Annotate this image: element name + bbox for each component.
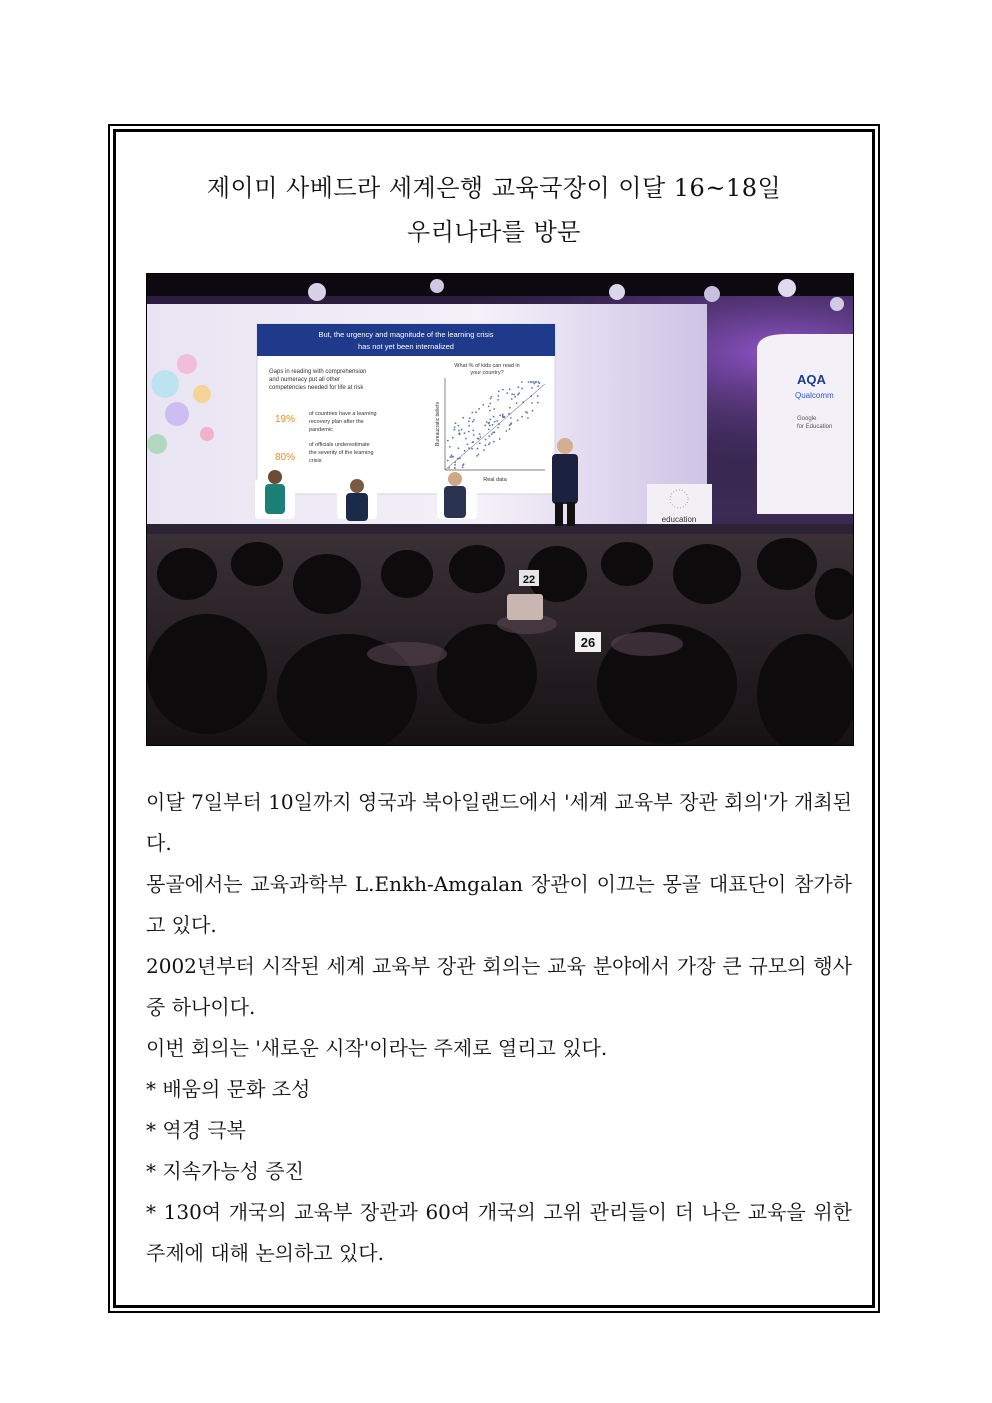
- scatter-dot: [517, 386, 519, 388]
- sponsor-google-edu: for Education: [797, 424, 833, 430]
- bullet-3: * 지속가능성 증진: [146, 1159, 304, 1183]
- scatter-dot: [497, 427, 499, 429]
- scatter-dot: [480, 436, 482, 438]
- scatter-dot: [464, 432, 466, 434]
- scatter-dot: [462, 464, 464, 466]
- scatter-dot: [491, 433, 493, 435]
- scatter-dot: [509, 407, 511, 409]
- slide-heading-1: But, the urgency and magnitude of the learning crisis: [318, 330, 494, 339]
- scatter-dot: [457, 458, 459, 460]
- scatter-dot: [488, 435, 490, 437]
- scatter-dot: [511, 393, 513, 395]
- chart-title-2: your country?: [470, 370, 504, 376]
- scatter-dot: [462, 417, 464, 419]
- scatter-dot: [465, 438, 467, 440]
- stat2-value: 80%: [275, 452, 296, 463]
- scatter-dot: [531, 387, 533, 389]
- article-body: [146, 782, 852, 1274]
- scatter-dot: [528, 381, 530, 383]
- scatter-dot: [498, 390, 500, 392]
- scatter-dot: [509, 428, 511, 430]
- slide-heading-2: has not yet been internalized: [358, 342, 454, 351]
- scatter-dot: [472, 441, 474, 443]
- scatter-dot: [530, 381, 532, 383]
- conference-photo: [146, 273, 854, 746]
- scatter-dot: [503, 416, 505, 418]
- scatter-dot: [488, 444, 490, 446]
- article-title: [116, 166, 872, 254]
- scatter-dot: [497, 399, 499, 401]
- scatter-dot: [484, 425, 486, 427]
- scatter-dot: [521, 381, 523, 383]
- scatter-dot: [468, 425, 470, 427]
- scatter-dot: [479, 433, 481, 435]
- scatter-dot: [532, 410, 534, 412]
- chart-title-1: What % of kids can read in: [454, 363, 520, 369]
- paragraph-4: 이번 회의는 '새로운 시작'이라는 주제로 열리고 있다.: [146, 1036, 608, 1060]
- scatter-dot: [461, 429, 463, 431]
- scatter-dot: [514, 396, 516, 398]
- scatter-dot: [478, 438, 480, 440]
- scatter-dot: [497, 395, 499, 397]
- stat2-text-1: of officials underestimate: [309, 442, 370, 448]
- title-line-1: 제이미 사베드라 세계은행 교육국장이 이달 16~18일: [206, 174, 782, 202]
- scatter-dot: [454, 464, 456, 466]
- scatter-dot: [493, 441, 495, 443]
- table-number-26: 26: [580, 635, 596, 650]
- scatter-dot: [468, 421, 470, 423]
- scatter-dot: [451, 456, 453, 458]
- scatter-dot: [521, 387, 523, 389]
- scatter-dot: [475, 411, 477, 413]
- booth-label: education: [661, 515, 697, 524]
- stat2-text-2: the severity of the learning: [309, 450, 374, 456]
- scatter-dot: [525, 411, 527, 413]
- sponsor-aqa: AQA: [797, 372, 826, 387]
- scatter-dot: [464, 450, 466, 452]
- scatter-dot: [478, 454, 480, 456]
- scatter-dot: [455, 422, 457, 424]
- paragraph-2: 몽골에서는 교육과학부 L.Enkh-Amgalan 장관이 이끄는 몽골 대표단이 참가하고 있다.: [146, 872, 852, 937]
- slide-text-2: and numeracy put all other: [269, 377, 341, 383]
- scatter-dot: [516, 402, 518, 404]
- scatter-dot: [521, 416, 523, 418]
- scatter-dot: [509, 424, 511, 426]
- scatter-dot: [486, 421, 488, 423]
- scatter-dot: [502, 389, 504, 391]
- scatter-dot: [459, 457, 461, 459]
- scatter-dot: [449, 446, 451, 448]
- scatter-dot: [490, 398, 492, 400]
- document-frame-inner: [113, 129, 875, 1308]
- scatter-dot: [476, 455, 478, 457]
- scatter-dot: [513, 394, 515, 396]
- scatter-dot: [493, 416, 495, 418]
- stat1-text-3: pandemic: [309, 427, 333, 433]
- bullet-1: * 배움의 문화 조성: [146, 1077, 311, 1101]
- scatter-dot: [449, 456, 451, 458]
- scatter-dot: [458, 430, 460, 432]
- scatter-dot: [488, 429, 490, 431]
- scatter-dot: [459, 433, 461, 435]
- scatter-dot: [472, 421, 474, 423]
- presentation-slide: [257, 324, 555, 494]
- scatter-dot: [489, 410, 491, 412]
- paragraph-1: 이달 7일부터 10일까지 영국과 북아일랜드에서 '세계 교육부 장관 회의'가 개최된다.: [146, 790, 852, 855]
- scatter-dot: [517, 420, 519, 422]
- scatter-dot: [534, 383, 536, 385]
- scatter-dot: [511, 398, 513, 400]
- scatter-dot: [527, 417, 529, 419]
- scatter-dot: [485, 439, 487, 441]
- scatter-dot: [477, 448, 479, 450]
- scatter-dot: [454, 467, 456, 469]
- scatter-dot: [462, 467, 464, 469]
- scatter-dot: [505, 430, 507, 432]
- scatter-dot: [496, 420, 498, 422]
- sponsor-google: Google: [797, 416, 817, 422]
- scatter-dot: [493, 408, 495, 410]
- scatter-dot: [469, 417, 471, 419]
- scatter-dot: [518, 392, 520, 394]
- scatter-dot: [492, 432, 494, 434]
- bullet-2: * 역경 극복: [146, 1118, 246, 1142]
- chart-ylabel: Bureaucratic beliefs: [435, 402, 441, 446]
- scatter-dot: [472, 430, 474, 432]
- scatter-dot: [454, 462, 456, 464]
- scatter-dot: [447, 440, 449, 442]
- scatter-dot: [468, 431, 470, 433]
- scatter-dot: [502, 414, 504, 416]
- scatter-dot: [458, 425, 460, 427]
- scatter-dot: [471, 412, 473, 414]
- scatter-dot: [498, 423, 500, 425]
- stat1-text-2: recovery plan after the: [309, 419, 364, 425]
- scatter-dot: [489, 419, 491, 421]
- scatter-dot: [499, 438, 501, 440]
- stat1-value: 19%: [275, 414, 296, 425]
- scatter-dot: [509, 388, 511, 390]
- scatter-dot: [537, 385, 539, 387]
- scatter-dot: [531, 402, 533, 404]
- stat1-text-1: of countries have a learning: [309, 411, 377, 417]
- scatter-dot: [499, 415, 501, 417]
- scatter-dot: [482, 404, 484, 406]
- scatter-dot: [488, 406, 490, 408]
- scatter-dot: [534, 381, 536, 383]
- bullet-4: * 130여 개국의 교육부 장관과 60여 개국의 고위 관리들이 더 나은 교육을 위한 주제에 대해 논의하고 있다.: [146, 1200, 852, 1265]
- scatter-dot: [473, 434, 475, 436]
- table-number-22: 22: [522, 574, 536, 586]
- scatter-dot: [489, 425, 491, 427]
- title-line-2: 우리나라를 방문: [407, 218, 581, 246]
- scatter-dot: [478, 408, 480, 410]
- sponsor-qualcomm: Qualcomm: [795, 391, 834, 400]
- scatter-dot: [471, 448, 473, 450]
- scatter-dot: [491, 396, 493, 398]
- scatter-dot: [452, 437, 454, 439]
- scatter-dot: [538, 381, 540, 383]
- scatter-dot: [448, 467, 450, 469]
- scatter-dot: [537, 395, 539, 397]
- scatter-dot: [458, 447, 460, 449]
- scatter-dot: [473, 419, 475, 421]
- chart-xlabel: Real data: [483, 477, 507, 483]
- sponsor-panel: [757, 334, 853, 514]
- scatter-dot: [468, 447, 470, 449]
- scatter-dot: [484, 444, 486, 446]
- scatter-dot: [530, 395, 532, 397]
- stat2-text-3: crisis: [309, 458, 322, 464]
- scatter-dot: [454, 426, 456, 428]
- scatter-dot: [488, 423, 490, 425]
- scatter-dot: [453, 429, 455, 431]
- slide-text-3: competencies needed for life at risk: [269, 385, 364, 391]
- scatter-dot: [522, 401, 524, 403]
- scatter-dot: [451, 454, 453, 456]
- scatter-dot: [479, 442, 481, 444]
- slide-text-1: Gaps in reading with comprehension: [269, 369, 367, 375]
- scatter-dot: [532, 381, 534, 383]
- scatter-dot: [537, 402, 539, 404]
- scatter-dot: [492, 424, 494, 426]
- paragraph-3: 2002년부터 시작된 세계 교육부 장관 회의는 교육 분야에서 가장 큰 규모의 행사 중 하나이다.: [146, 954, 852, 1019]
- scatter-dot: [467, 443, 469, 445]
- scatter-dot: [447, 460, 449, 462]
- scatter-dot: [494, 421, 496, 423]
- scatter-dot: [483, 449, 485, 451]
- scatter-dot: [517, 394, 519, 396]
- scatter-dot: [510, 417, 512, 419]
- scatter-dot: [489, 403, 491, 405]
- scatter-dot: [508, 413, 510, 415]
- document-frame: [108, 124, 880, 1313]
- scatter-dot: [510, 422, 512, 424]
- scatter-dot: [506, 392, 508, 394]
